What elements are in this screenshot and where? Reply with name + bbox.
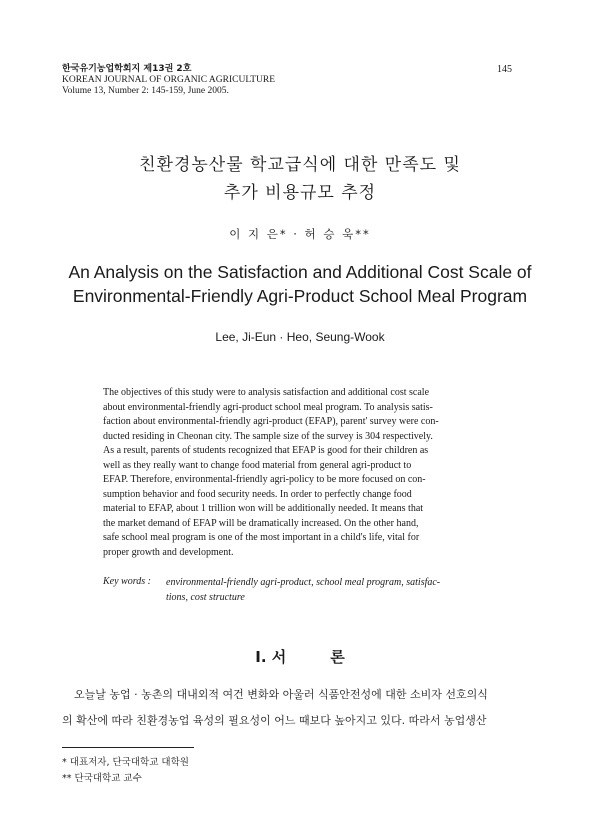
- abstract-line: safe school meal program is one of the most important in a child's life, vital for: [103, 532, 420, 544]
- section-number: I. 서: [255, 648, 287, 666]
- abstract-line: EFAP. Therefore, environmental-friendly agri-policy to be more focused on con-: [103, 474, 426, 486]
- page-number: 145: [497, 64, 512, 75]
- english-authors: Lee, Ji-Eun · Heo, Seung-Wook: [215, 330, 385, 344]
- english-title-line-1: An Analysis on the Satisfaction and Additional Cost Scale of: [68, 262, 532, 282]
- body-text-line-1: 오늘날 농업 · 농촌의 대내외적 여건 변화와 아울러 식품안전성에 대한 소비자 선호의식: [74, 688, 488, 701]
- abstract-line: about environmental-friendly agri-product school meal program. To analysis satis-: [103, 401, 433, 413]
- journal-header: [62, 64, 542, 97]
- korean-authors: 이 지 은* · 허 승 욱**: [229, 227, 371, 241]
- korean-title-line-2: 추가 비용규모 추정: [223, 183, 377, 203]
- abstract-line: As a result, parents of students recognized that EFAP is good for their children as: [103, 445, 429, 457]
- english-title-line-2: Environmental-Friendly Agri-Product School Meal Program: [72, 286, 528, 306]
- abstract-line: material to EFAP, about 1 trillion won will be additionally needed. It means that: [103, 503, 424, 515]
- abstract-line: faction about environmental-friendly agri-product (EFAP), parent' survey were con-: [103, 416, 439, 428]
- body-text-line-2: 의 확산에 따라 친환경농업 육성의 필요성이 어느 때보다 높아지고 있다. 따라서 농업생산: [62, 714, 487, 727]
- section-heading: [0, 646, 600, 667]
- journal-name-ko: 한국유기농업학회지 제13권 2호: [62, 64, 192, 74]
- keywords-label: Key words :: [103, 576, 151, 587]
- keywords-line-2: tions, cost structure: [166, 591, 245, 603]
- footnote-divider: [62, 747, 194, 748]
- abstract: [103, 386, 499, 561]
- keywords-text: [166, 576, 500, 605]
- abstract-line: sumption behavior and food security needs. In order to perfectly change food: [103, 488, 412, 500]
- abstract-line: proper growth and development.: [103, 547, 234, 559]
- abstract-line: The objectives of this study were to analysis satisfaction and additional cost scale: [103, 387, 430, 398]
- journal-name-en: KOREAN JOURNAL OF ORGANIC AGRICULTURE: [62, 75, 276, 85]
- volume-info: Volume 13, Number 2: 145-159, June 2005.: [62, 86, 229, 96]
- abstract-line: well as they really want to change food material from general agri-product to: [103, 459, 412, 471]
- footnote-1: * 대표저자, 단국대학교 대학원: [62, 757, 189, 768]
- abstract-line: the market demand of EFAP will be dramatically increased. On the other hand,: [103, 517, 419, 529]
- abstract-line: ducted residing in Cheonan city. The sample size of the survey is 304 respectively.: [103, 430, 433, 442]
- korean-title-line-1: 친환경농산물 학교급식에 대한 만족도 및: [139, 155, 461, 175]
- keywords-line-1: environmental-friendly agri-product, school meal program, satisfac-: [166, 577, 441, 588]
- section-title: 론: [330, 648, 345, 666]
- footnote-2: ** 단국대학교 교수: [62, 773, 142, 784]
